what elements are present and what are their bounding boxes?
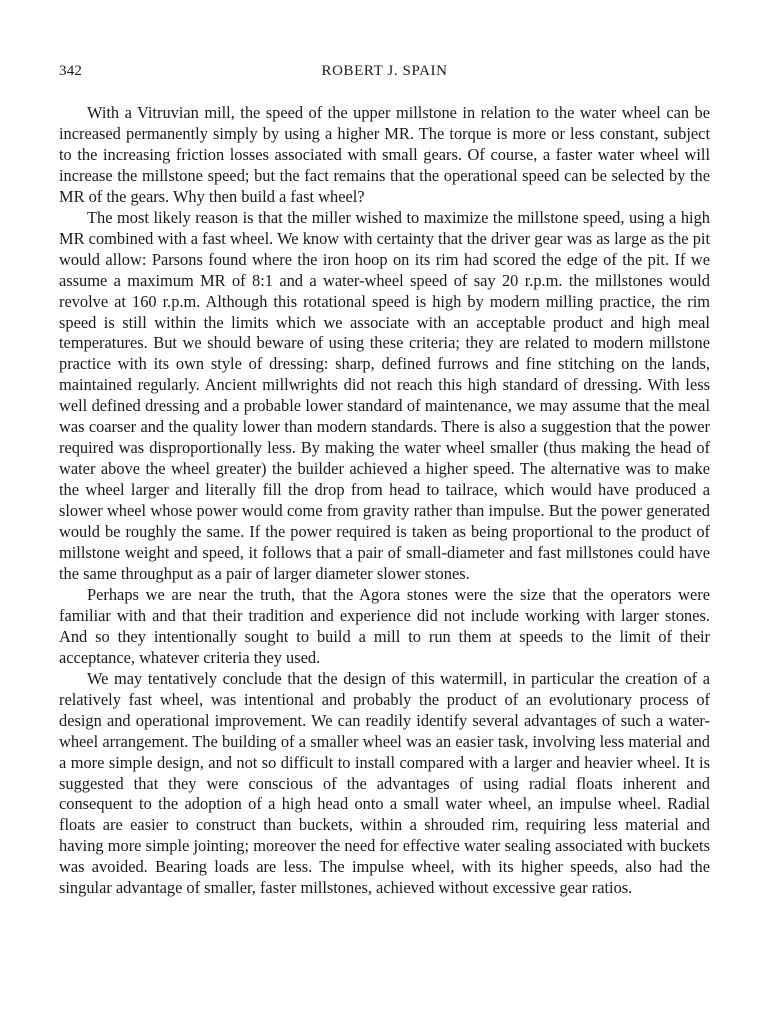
- body-text: [59, 103, 710, 899]
- paragraph-4: We may tentatively conclude that the design of this watermill, in particular the creation of a relatively fast wheel, was intentional and probably the product of an evolutionary process of design and operational improvement. We can readily identify several advantages of such a water-wheel arrangement. The building of a smaller wheel was an easier task, involving less material and a more simple design, and not so difficult to install compared with a larger and heavier wheel. It is suggested that they were conscious of the advantages of using radial floats inherent and consequent to the adoption of a high head onto a small water wheel, an impulse wheel. Radial floats are easier to construct than buckets, within a shrouded rim, requiring less material and having more simple jointing; moreover the need for effective water sealing associated with buckets was avoided. Bearing loads are less. The impulse wheel, with its higher speeds, also had the singular advantage of smaller, faster millstones, achieved without excessive gear ratios.: [59, 668, 710, 898]
- page-header: [59, 63, 710, 83]
- paragraph-3: Perhaps we are near the truth, that the Agora stones were the size that the operators were familiar with and that their tradition and experience did not include working with larger stones. And so they intentionally sought to build a mill to run them at speeds to the limit of their acceptance, whatever criteria they used.: [59, 584, 710, 667]
- running-head: ROBERT J. SPAIN: [321, 63, 448, 79]
- paragraph-1: With a Vitruvian mill, the speed of the upper millstone in relation to the water wheel can be increased permanently simply by using a higher MR. The torque is more or less constant, subject to the increasing friction losses associated with small gears. Of course, a faster water wheel will increase the millstone speed; but the fact remains that the operational speed can be selected by the MR of the gears. Why then build a fast wheel?: [59, 103, 710, 206]
- page-number: 342: [59, 63, 83, 79]
- paragraph-2: The most likely reason is that the miller wished to maximize the millstone speed, using a high MR combined with a fast wheel. We know with certainty that the driver gear was as large as the pit would allow: Parsons found where the iron hoop on its rim had scored the edge of the pit. If we assume a maximum MR of 8:1 and a water-wheel speed of say 20 r.p.m. the millstones would revolve at 160 r.p.m. Although this rotational speed is high by modern milling practice, the rim speed is still within the limits which we associate with an acceptable product and high meal temperatures. But we should beware of using these criteria; they are related to modern millstone practice with its own style of dressing: sharp, defined furrows and fine stitching on the lands, maintained regularly. Ancient millwrights did not reach this high standard of dressing. With less well defined dressing and a probable lower standard of maintenance, we may assume that the meal was coarser and the quality lower than modern standards. There is also a suggestion that the power required was disproportionally less. By making the water wheel smaller (thus making the head of water above the wheel greater) the builder achieved a higher speed. The alternative was to make the wheel larger and literally fill the drop from head to tailrace, which would have produced a slower wheel whose power would come from gravity rather than impulse. But the power generated would be roughly the same. If the power required is taken as being proportional to the product of millstone weight and speed, it follows that a pair of small-diameter and fast millstones could have the same throughput as a pair of larger diameter slower stones.: [59, 207, 710, 583]
